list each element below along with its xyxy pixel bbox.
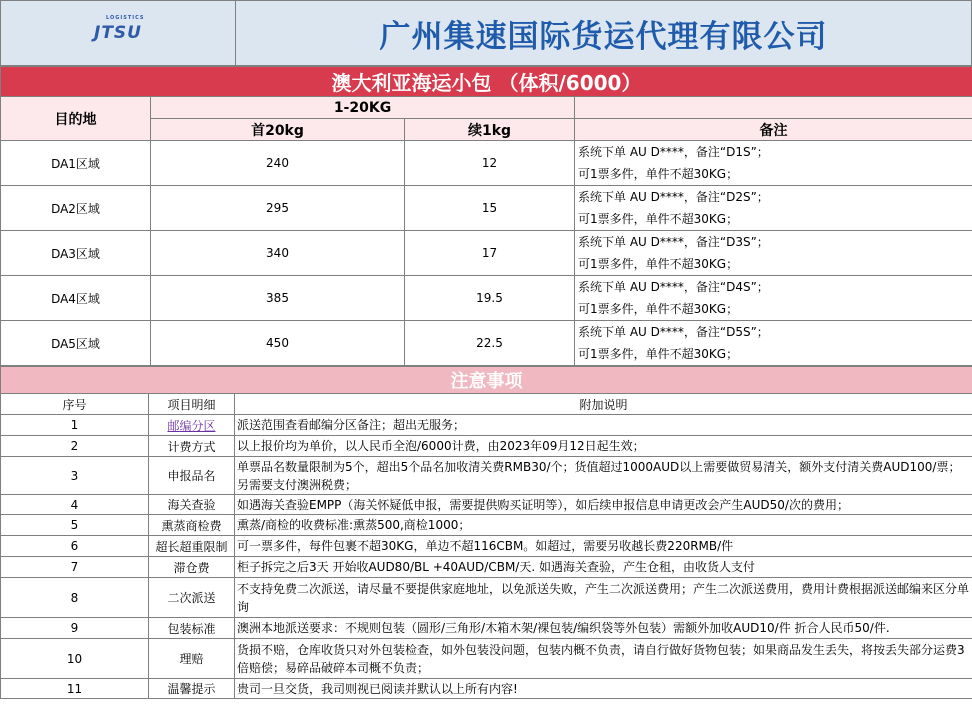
first-weight-price: 385 — [151, 276, 405, 321]
header-table — [0, 0, 972, 66]
logo-tagline: LOGISTICS — [106, 15, 145, 21]
row-number: 7 — [1, 557, 149, 578]
note-line: 可1票多件，单件不超30KG； — [578, 167, 739, 181]
price-row — [1, 231, 972, 276]
note-line: 可1票多件，单件不超30KG； — [578, 257, 739, 271]
desc-cell: 柜子拆完之后3天 开始收AUD80/BL +40AUD/CBM/天. 如遇海关查验，产生仓租，由收货人支付 — [235, 557, 972, 578]
row-number: 6 — [1, 536, 149, 557]
blank-header-cell — [575, 97, 972, 119]
logo-text: JTSU — [94, 23, 142, 43]
region-cell: DA5区域 — [1, 321, 151, 366]
item-cell: 包装标准 — [149, 618, 235, 639]
note-cell — [575, 321, 972, 366]
extra-weight-price: 17 — [405, 231, 575, 276]
item-cell: 温馨提示 — [149, 679, 235, 699]
row-number: 11 — [1, 679, 149, 699]
first-weight-price: 240 — [151, 141, 405, 186]
notes-row — [1, 495, 972, 515]
notes-row — [1, 436, 972, 457]
item-cell: 二次派送 — [149, 578, 235, 618]
first-weight-price: 340 — [151, 231, 405, 276]
price-table-title: 澳大利亚海运小包 （体积/6000） — [1, 67, 972, 97]
desc-cell: 可一票多件，每件包裹不超30KG，单边不超116CBM。如超过，需要另收越长费220RMB/件 — [235, 536, 972, 557]
extra-weight-price: 15 — [405, 186, 575, 231]
region-cell: DA2区域 — [1, 186, 151, 231]
price-table — [0, 66, 972, 366]
item-cell: 超长超重限制 — [149, 536, 235, 557]
notes-table — [0, 366, 972, 699]
note-line: 系统下单 AU D****，备注“D5S”； — [578, 325, 769, 339]
notes-row — [1, 618, 972, 639]
note-cell — [575, 276, 972, 321]
desc-cell: 派送范围查看邮编分区备注；超出无服务； — [235, 415, 972, 436]
desc-cell: 贵司一旦交货，我司则视已阅读并默认以上所有内容! — [235, 679, 972, 699]
region-cell: DA3区域 — [1, 231, 151, 276]
item-cell: 熏蒸商检费 — [149, 515, 235, 536]
col-no-header: 序号 — [1, 394, 149, 415]
row-number: 1 — [1, 415, 149, 436]
desc-cell: 单票品名数量限制为5个，超出5个品名加收清关费RMB30/个；货值超过1000AUD以上需要做贸易清关，额外支付清关费AUD100/票；另需要支付澳洲税费； — [235, 457, 972, 495]
col-extra-weight-header: 续1kg — [405, 119, 575, 141]
notes-title: 注意事项 — [1, 367, 972, 394]
price-row — [1, 321, 972, 366]
col-destination-header: 目的地 — [1, 97, 151, 141]
note-cell — [575, 141, 972, 186]
col-note-header: 备注 — [575, 119, 972, 141]
note-line: 系统下单 AU D****，备注“D2S”； — [578, 190, 769, 204]
note-line: 可1票多件，单件不超30KG； — [578, 302, 739, 316]
item-cell — [149, 415, 235, 436]
row-number: 10 — [1, 639, 149, 679]
row-number: 5 — [1, 515, 149, 536]
desc-cell: 货损不赔，仓库收货只对外包装检查，如外包装没问题，包装内概不负责，请自行做好货物包装；如果商品发生丢失，将按丢失部分运费3倍赔偿；易碎品破碎本司概不负责； — [235, 639, 972, 679]
desc-cell: 以上报价均为单价，以人民币全泡/6000计费，由2023年09月12日起生效； — [235, 436, 972, 457]
desc-cell: 澳洲本地派送要求：不规则包装（圆形/三角形/木箱木架/裸包装/编织袋等外包装）需额外加收AUD10/件 折合人民币50/件. — [235, 618, 972, 639]
note-line: 系统下单 AU D****，备注“D4S”； — [578, 280, 769, 294]
desc-cell: 不支持免费二次派送，请尽量不要提供家庭地址，以免派送失败，产生二次派送费用；产生二次派送费用，费用计费根据派送邮编来区分单询 — [235, 578, 972, 618]
row-number: 3 — [1, 457, 149, 495]
notes-row — [1, 515, 972, 536]
weight-range-header: 1-20KG — [151, 97, 575, 119]
price-row — [1, 141, 972, 186]
row-number: 8 — [1, 578, 149, 618]
notes-row — [1, 457, 972, 495]
desc-cell: 如遇海关查验EMPP（海关怀疑低申报，需要提供购买证明等），如后续申报信息申请更改会产生AUD50/次的费用； — [235, 495, 972, 515]
item-cell: 海关查验 — [149, 495, 235, 515]
col-desc-header: 附加说明 — [235, 394, 972, 415]
company-name: 广州集速国际货运代理有限公司 — [236, 1, 972, 66]
note-line: 可1票多件，单件不超30KG； — [578, 212, 739, 226]
col-first-weight-header: 首20kg — [151, 119, 405, 141]
postcode-zone-link[interactable]: 邮编分区 — [167, 418, 216, 433]
notes-row — [1, 557, 972, 578]
notes-row — [1, 639, 972, 679]
col-item-header: 项目明细 — [149, 394, 235, 415]
notes-row — [1, 536, 972, 557]
note-line: 系统下单 AU D****，备注“D1S”； — [578, 145, 769, 159]
notes-row — [1, 578, 972, 618]
price-row — [1, 186, 972, 231]
desc-cell: 熏蒸/商检的收费标准:熏蒸500,商检1000； — [235, 515, 972, 536]
first-weight-price: 295 — [151, 186, 405, 231]
extra-weight-price: 19.5 — [405, 276, 575, 321]
row-number: 2 — [1, 436, 149, 457]
extra-weight-price: 12 — [405, 141, 575, 186]
notes-row — [1, 415, 972, 436]
note-line: 可1票多件，单件不超30KG； — [578, 347, 739, 361]
company-logo — [94, 15, 145, 43]
item-cell: 申报品名 — [149, 457, 235, 495]
first-weight-price: 450 — [151, 321, 405, 366]
row-number: 4 — [1, 495, 149, 515]
note-line: 系统下单 AU D****，备注“D3S”； — [578, 235, 769, 249]
note-cell — [575, 186, 972, 231]
note-cell — [575, 231, 972, 276]
extra-weight-price: 22.5 — [405, 321, 575, 366]
item-cell: 计费方式 — [149, 436, 235, 457]
item-cell: 理赔 — [149, 639, 235, 679]
logo-cell — [1, 1, 236, 66]
item-cell: 滞仓费 — [149, 557, 235, 578]
notes-row — [1, 679, 972, 699]
row-number: 9 — [1, 618, 149, 639]
region-cell: DA4区域 — [1, 276, 151, 321]
price-row — [1, 276, 972, 321]
region-cell: DA1区域 — [1, 141, 151, 186]
